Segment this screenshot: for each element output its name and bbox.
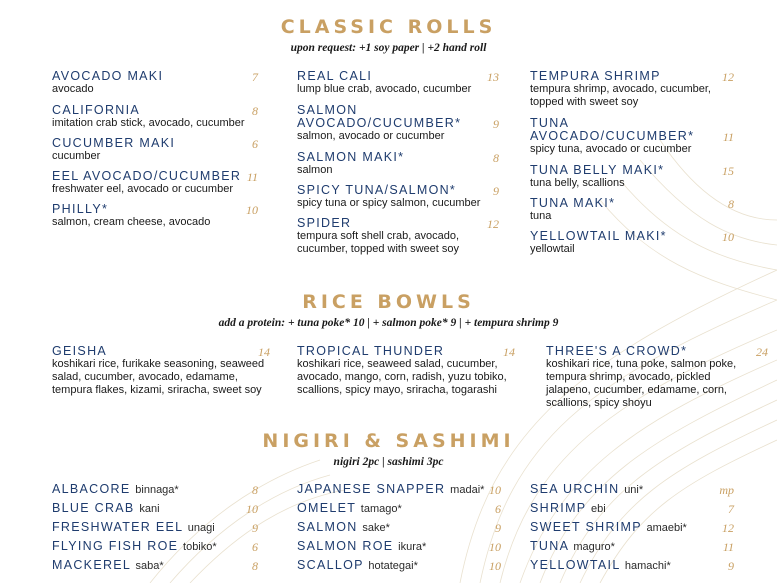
item-name: TEMPURA SHRIMP xyxy=(530,69,661,83)
menu-item xyxy=(52,203,258,236)
menu-item xyxy=(530,521,740,540)
item-price: 8 xyxy=(252,104,258,118)
item-name: FRESHWATER EEL xyxy=(52,520,183,534)
item-name: FLYING FISH ROE xyxy=(52,539,179,553)
menu-item xyxy=(297,70,503,104)
menu-item xyxy=(530,502,740,521)
item-japanese-name: tamago* xyxy=(360,503,402,515)
item-name: SPIDER xyxy=(297,216,352,230)
menu-item xyxy=(530,164,736,197)
classic-rolls-title: CLASSIC ROLLS xyxy=(280,16,497,38)
item-price: 12 xyxy=(487,217,499,231)
item-price: 9 xyxy=(252,521,258,535)
menu-item xyxy=(297,104,503,151)
item-price: 10 xyxy=(246,502,258,516)
item-price: 7 xyxy=(728,502,734,516)
item-name: TUNA MAKI* xyxy=(530,196,616,210)
item-desc: jalapeno, cucumber, edamame, corn, xyxy=(546,384,727,396)
item-price: 10 xyxy=(722,230,734,244)
nigiri-col-1 xyxy=(52,483,262,578)
item-price: 15 xyxy=(722,164,734,178)
nigiri-note: nigiri 2pc | sashimi 3pc xyxy=(333,456,444,468)
item-name: SALMON xyxy=(297,520,358,534)
item-desc: salmon, avocado or cucumber xyxy=(297,130,445,142)
menu-item xyxy=(52,559,262,578)
menu-item xyxy=(530,230,736,263)
item-price: 24 xyxy=(756,345,768,359)
item-desc: topped with sweet soy xyxy=(530,96,639,108)
item-name: SWEET SHRIMP xyxy=(530,520,642,534)
item-japanese-name: ikura* xyxy=(398,541,427,553)
item-desc: tempura shrimp, avocado, cucumber, xyxy=(530,83,711,95)
item-price: mp xyxy=(719,483,734,497)
item-name: YELLOWTAIL MAKI* xyxy=(530,229,667,243)
classic-rolls-col-2 xyxy=(297,70,503,263)
item-price: 9 xyxy=(493,117,499,131)
item-japanese-name: uni* xyxy=(624,484,644,496)
item-desc: freshwater eel, avocado or cucumber xyxy=(52,183,233,195)
menu-item xyxy=(297,345,527,397)
menu-item xyxy=(52,170,258,203)
menu-item xyxy=(52,540,262,559)
item-price: 8 xyxy=(728,197,734,211)
item-name: JAPANESE SNAPPER xyxy=(297,482,446,496)
classic-rolls-col-3 xyxy=(530,70,736,263)
menu-item xyxy=(297,521,507,540)
rice-bowls-title: RICE BOWLS xyxy=(302,291,475,313)
item-japanese-name: maguro* xyxy=(573,541,615,553)
item-japanese-name: amaebi* xyxy=(646,522,687,534)
item-name: OMELET xyxy=(297,501,356,515)
item-desc: yellowtail xyxy=(530,243,575,255)
item-price: 6 xyxy=(252,540,258,554)
item-name: YELLOWTAIL xyxy=(530,558,621,572)
item-price: 11 xyxy=(722,130,734,144)
item-price: 14 xyxy=(258,345,270,359)
menu-item xyxy=(546,345,776,410)
nigiri-col-3 xyxy=(530,483,740,578)
item-price: 14 xyxy=(503,345,515,359)
item-japanese-name: tobiko* xyxy=(183,541,217,553)
item-name: SEA URCHIN xyxy=(530,482,620,496)
item-name: CUCUMBER MAKI xyxy=(52,136,176,150)
item-desc: cucumber, topped with sweet soy xyxy=(297,243,460,255)
item-desc: imitation crab stick, avocado, cucumber xyxy=(52,117,245,129)
menu-item xyxy=(297,483,507,502)
menu-item xyxy=(52,137,258,170)
classic-rolls-col-1 xyxy=(52,70,258,236)
menu-item xyxy=(530,540,740,559)
item-name: REAL CALI xyxy=(297,69,373,83)
menu-item xyxy=(52,104,258,137)
item-japanese-name: hamachi* xyxy=(624,560,671,572)
item-desc: scallions, spicy shoyu xyxy=(546,397,652,409)
menu-item xyxy=(530,70,736,117)
item-name: MACKEREL xyxy=(52,558,131,572)
item-name: SHRIMP xyxy=(530,501,587,515)
item-name: TUNA AVOCADO/CUCUMBER* xyxy=(530,116,695,143)
item-price: 11 xyxy=(246,170,258,184)
item-desc: cucumber xyxy=(52,150,101,162)
item-desc: salmon, cream cheese, avocado xyxy=(52,216,211,228)
item-japanese-name: kani xyxy=(139,503,160,515)
item-desc: spicy tuna, avocado or cucumber xyxy=(530,143,692,155)
item-name: CALIFORNIA xyxy=(52,103,141,117)
item-price: 9 xyxy=(728,559,734,573)
item-price: 10 xyxy=(246,203,258,217)
item-desc: koshikari rice, tuna poke, salmon poke, xyxy=(546,358,737,370)
item-desc: koshikari rice, seaweed salad, cucumber, xyxy=(297,358,498,370)
item-name: SALMON MAKI* xyxy=(297,150,405,164)
item-japanese-name: madai* xyxy=(450,484,485,496)
item-name: AVOCADO MAKI xyxy=(52,69,164,83)
item-desc: salmon xyxy=(297,164,333,176)
menu-item xyxy=(52,345,282,397)
rice-bowls-note: add a protein: + tuna poke* 10 | + salmon poke* 9 | + tempura shrimp 9 xyxy=(218,317,559,329)
menu-item xyxy=(530,117,736,164)
item-desc: spicy tuna or spicy salmon, cucumber xyxy=(297,197,481,209)
item-name: BLUE CRAB xyxy=(52,501,135,515)
menu-item xyxy=(297,151,503,184)
item-price: 12 xyxy=(722,521,734,535)
menu-item xyxy=(297,502,507,521)
item-japanese-name: sake* xyxy=(362,522,390,534)
menu-item xyxy=(530,197,736,230)
rice-bowl-geisha xyxy=(52,345,282,397)
item-price: 10 xyxy=(489,540,501,554)
item-price: 6 xyxy=(252,137,258,151)
menu-item xyxy=(530,483,740,502)
menu-item xyxy=(530,559,740,578)
item-name: TROPICAL THUNDER xyxy=(297,344,445,358)
item-name: TUNA BELLY MAKI* xyxy=(530,163,665,177)
item-desc: avocado, mango, corn, radish, yuzu tobiko, xyxy=(297,371,507,383)
menu-item xyxy=(297,184,503,217)
menu-item xyxy=(52,483,262,502)
menu-item xyxy=(52,70,258,104)
item-desc: tuna xyxy=(530,210,552,222)
item-name: GEISHA xyxy=(52,344,108,358)
item-price: 11 xyxy=(722,540,734,554)
item-name: PHILLY* xyxy=(52,202,109,216)
item-name: SPICY TUNA/SALMON* xyxy=(297,183,457,197)
item-name: SALMON ROE xyxy=(297,539,394,553)
menu-item xyxy=(297,217,503,263)
item-name: THREE'S A CROWD* xyxy=(546,344,688,358)
item-japanese-name: hotategai* xyxy=(368,560,418,572)
menu-item xyxy=(297,559,507,578)
menu-item xyxy=(52,521,262,540)
item-price: 7 xyxy=(252,70,258,84)
item-price: 8 xyxy=(252,559,258,573)
item-price: 9 xyxy=(493,184,499,198)
nigiri-title: NIGIRI & SASHIMI xyxy=(262,430,515,452)
item-desc: tempura soft shell crab, avocado, xyxy=(297,230,460,242)
classic-rolls-note: upon request: +1 soy paper | +2 hand roll xyxy=(290,42,487,54)
rice-bowl-tropical-thunder xyxy=(297,345,527,397)
item-japanese-name: binnaga* xyxy=(135,484,179,496)
item-name: SCALLOP xyxy=(297,558,364,572)
menu-item xyxy=(297,540,507,559)
item-name: ALBACORE xyxy=(52,482,131,496)
item-desc: scallions, spicy mayo, sriracha, togarashi xyxy=(297,384,497,396)
item-desc: tempura shrimp, avocado, pickled xyxy=(546,371,711,383)
item-price: 8 xyxy=(252,483,258,497)
item-price: 8 xyxy=(493,151,499,165)
item-japanese-name: unagi xyxy=(187,522,215,534)
item-price: 9 xyxy=(495,521,501,535)
item-price: 10 xyxy=(489,483,501,497)
item-japanese-name: saba* xyxy=(135,560,164,572)
item-desc: koshikari rice, furikake seasoning, seaweed xyxy=(52,358,265,370)
item-desc: lump blue crab, avocado, cucumber xyxy=(297,83,472,95)
item-desc: salad, cucumber, avocado, edamame, xyxy=(52,371,238,383)
item-price: 6 xyxy=(495,502,501,516)
item-japanese-name: ebi xyxy=(590,503,606,515)
nigiri-col-2 xyxy=(297,483,507,578)
item-desc: avocado xyxy=(52,83,94,95)
item-name: SALMON AVOCADO/CUCUMBER* xyxy=(297,103,462,130)
rice-bowl-threes-a-crowd xyxy=(546,345,776,410)
menu-item xyxy=(52,502,262,521)
item-desc: tuna belly, scallions xyxy=(530,177,625,189)
item-name: TUNA xyxy=(530,539,569,553)
item-desc: tempura flakes, kizami, sriracha, sweet soy xyxy=(52,384,262,396)
item-name: EEL AVOCADO/CUCUMBER xyxy=(52,169,242,183)
item-price: 10 xyxy=(489,559,501,573)
item-price: 12 xyxy=(722,70,734,84)
item-price: 13 xyxy=(487,70,499,84)
